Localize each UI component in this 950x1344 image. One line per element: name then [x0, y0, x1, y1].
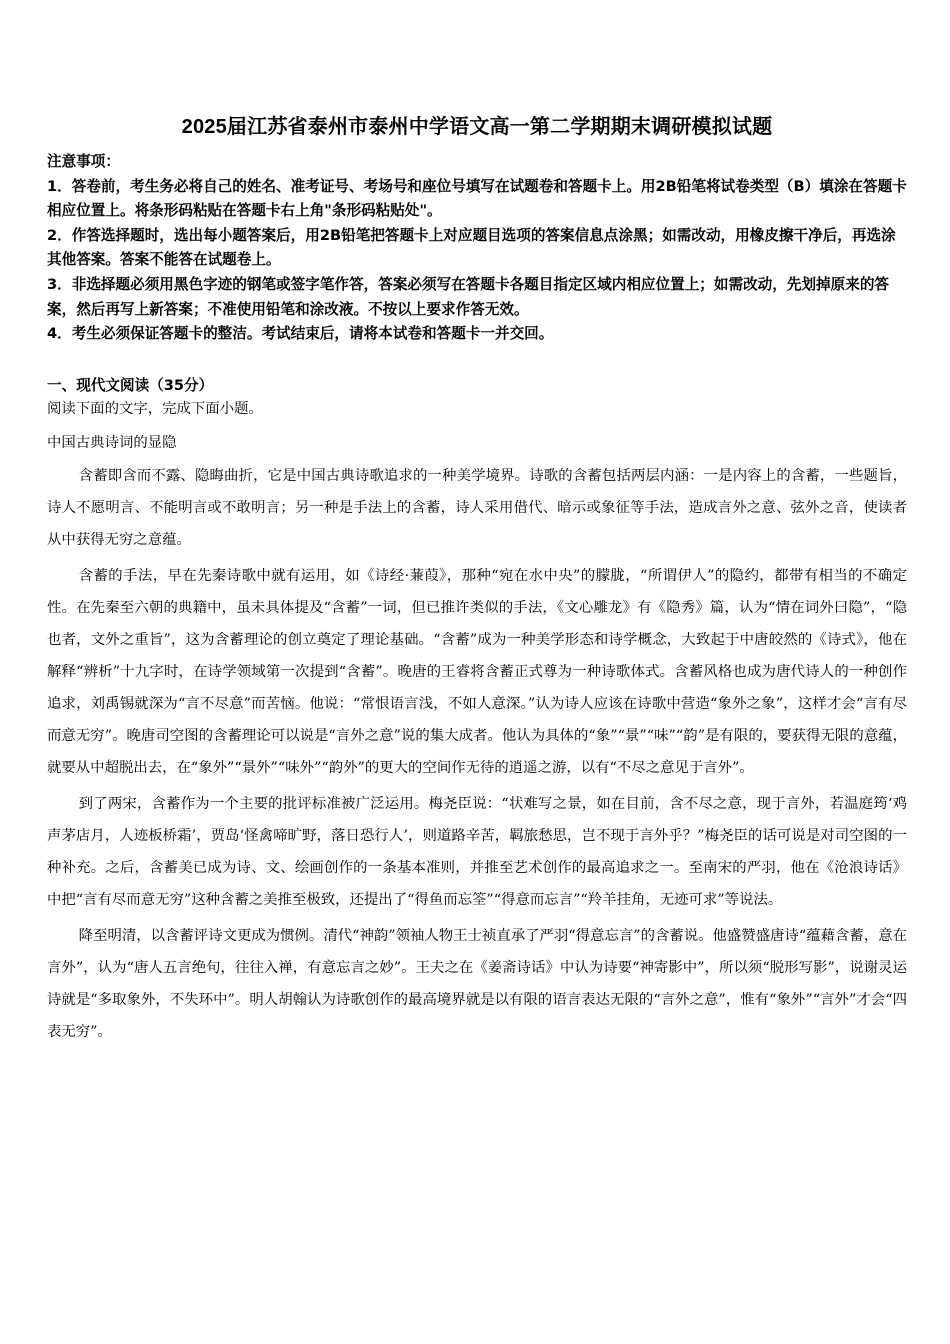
- article-paragraph-2: 含蓄的手法，早在先秦诗歌中就有运用，如《诗经·蒹葭》，那种“宛在水中央”的朦胧，“所谓伊人”的隐约，都带有相当的不确定性。在先秦至六朝的典籍中，虽未具体提及“含蓄”一词，但已推许类似的手法，《文心雕龙》有《隐秀》篇，认为“情在词外曰隐”，“隐也者，文外之重旨”，这为含蓄理论的创立奠定了理论基础。“含蓄”成为一种美学形态和诗学概念，大致起于中唐皎然的《诗式》，他在解释“辨析”十九字时，在诗学领域第一次提到“含蓄”。晚唐的王睿将含蓄正式尊为一种诗歌体式。含蓄风格也成为唐代诗人的一种创作追求，刘禹锡就深为“言不尽意”而苦恼。他说：“常恨语言浅，不如人意深。”认为诗人应该在诗歌中营造“象外之象”，这样才会“言有尽而意无穷”。晚唐司空图的含蓄理论可以说是“言外之意”说的集大成者。他认为具体的“象”“景”“味”“韵”是有限的，要获得无限的意蕴，就要从中超脱出去，在“象外”“景外”“味外”“韵外”的更大的空间作无待的逍遥之游，以有“不尽之意见于言外”。: [47, 568, 907, 776]
- article-paragraph-1: 含蓄即含而不露、隐晦曲折，它是中国古典诗歌追求的一种美学境界。诗歌的含蓄包括两层内涵：一是内容上的含蓄，一些题旨，诗人不愿明言、不能明言或不敢明言；另一种是手法上的含蓄，诗人采用借代、暗示或象征等手法，造成言外之意、弦外之音，使读者从中获得无穷之意蕴。: [47, 468, 907, 548]
- notice-item-4: 4．考生必须保证答题卡的整洁。考试结束后，请将本试卷和答题卡一并交回。: [47, 325, 554, 343]
- section-title: 一、现代文阅读（35分）: [47, 377, 214, 394]
- section-instruction: 阅读下面的文字，完成下面小题。: [47, 401, 263, 417]
- notice-heading: 注意事项：: [47, 153, 120, 170]
- article-paragraph-4: 降至明清，以含蓄评诗文更成为惯例。清代“神韵”领袖人物王士祯直承了严羽“得意忘言”的含蓄说。他盛赞盛唐诗“蕴藉含蓄，意在言外”，认为“唐人五言绝句，往往入禅，有意忘言之妙”。王夫之在《姜斋诗话》中认为诗要“神寄影中”，所以须“脱形写影”，说谢灵运诗就是“多取象外，不失环中”。明人胡翰认为诗歌创作的最高境界就是以有限的语言表达无限的“言外之意”，惟有“象外”“言外”才会“四表无穷”。: [47, 928, 907, 1040]
- notice-block: [47, 150, 907, 347]
- article-paragraph-3: 到了两宋，含蓄作为一个主要的批评标准被广泛运用。梅尧臣说：“状难写之景，如在目前，含不尽之意，现于言外，若温庭筠‘鸡声茅店月，人迹板桥霜’，贾岛‘怪禽啼旷野，落日恐行人’，则道路辛苦，羁旅愁思，岂不现于言外乎？”梅尧臣的话可说是对司空图的一种补充。之后，含蓄美已成为诗、文、绘画创作的一条基本准则，并推至艺术创作的最高追求之一。至南宋的严羽，他在《沧浪诗话》中把“言有尽而意无穷”这种含蓄之美推至极致，还提出了“得鱼而忘筌”“得意而忘言”“羚羊挂角，无迹可求”等说法。: [47, 796, 907, 908]
- notice-item-2: 2．作答选择题时，选出每小题答案后，用2B铅笔把答题卡上对应题目选项的答案信息点涂黑；如需改动，用橡皮擦干净后，再选涂其他答案。答案不能答在试题卷上。: [47, 226, 896, 269]
- notice-item-3: 3．非选择题必须用黑色字迹的钢笔或签字笔作答，答案必须写在答题卡各题目指定区域内相应位置上；如需改动，先划掉原来的答案，然后再写上新答案；不准使用铅笔和涂改液。不按以上要求作答无效。: [47, 275, 890, 318]
- notice-item-1: 1．答卷前，考生务必将自己的姓名、准考证号、考场号和座位号填写在试题卷和答题卡上。用2B铅笔将试卷类型（B）填涂在答题卡相应位置上。将条形码粘贴在答题卡右上角"条形码粘贴处"。: [47, 177, 907, 220]
- reading-article: [47, 430, 907, 1048]
- exam-title: 2025届江苏省泰州市泰州中学语文高一第二学期期末调研模拟试题: [181, 116, 773, 138]
- article-title: 中国古典诗词的显隐: [47, 435, 177, 451]
- section-header: [47, 375, 907, 421]
